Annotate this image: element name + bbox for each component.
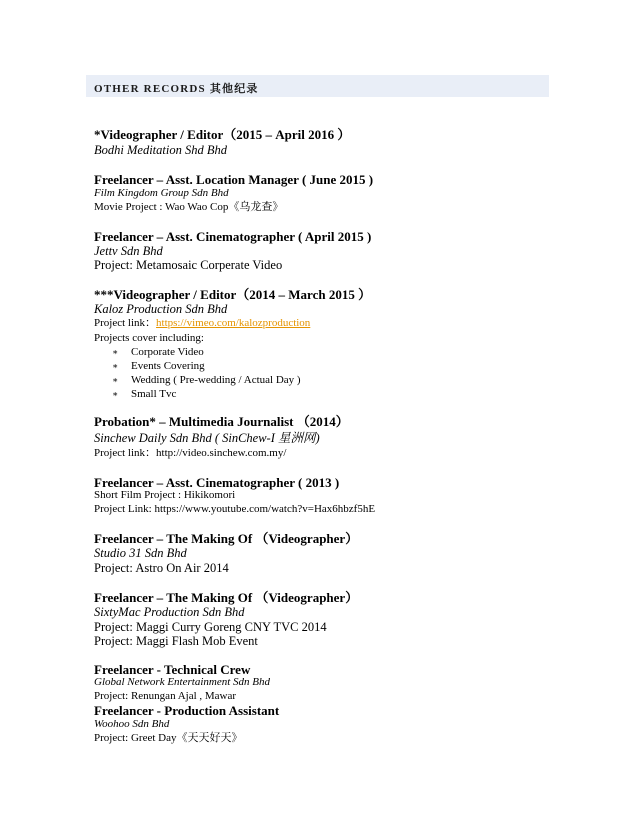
record-company: Film Kingdom Group Sdn Bhd — [94, 187, 229, 199]
record-title: Freelancer – Asst. Cinematographer ( 2013 ) — [94, 475, 340, 490]
project-link-row — [94, 318, 310, 329]
record-detail: Project: Maggi Flash Mob Event — [94, 634, 258, 648]
bullet-icon: ∗ — [112, 375, 119, 385]
bullet-icon: ∗ — [112, 389, 119, 399]
record-detail: Project: Greet Day《天天好天》 — [94, 732, 243, 744]
record-detail: Short Film Project : Hikikomori — [94, 489, 236, 501]
record-title: Freelancer - Production Assistant — [94, 703, 280, 718]
record-company: Sinchew Daily Sdn Bhd ( SinChew-I 星洲网) — [94, 431, 320, 445]
record-title: Probation* – Multimedia Journalist （2014） — [94, 414, 349, 429]
record-detail: Project link：http://video.sinchew.com.my/ — [94, 447, 287, 459]
section-header — [86, 75, 549, 97]
bullet-item: Events Covering — [131, 360, 205, 372]
record-detail: Project: Maggi Curry Goreng CNY TVC 2014 — [94, 620, 327, 634]
record-title: Freelancer – Asst. Cinematographer ( April 2015 ) — [94, 229, 372, 244]
bullet-icon: ∗ — [112, 347, 119, 357]
record-title: Freelancer – The Making Of （Videographer） — [94, 531, 359, 546]
record-title: Freelancer – The Making Of （Videographer） — [94, 590, 359, 605]
record-detail: Project: Metamosaic Corperate Video — [94, 258, 283, 272]
record-company: Jettv Sdn Bhd — [94, 244, 163, 258]
bullet-item: Corporate Video — [131, 346, 204, 358]
bullet-item: Wedding ( Pre-wedding / Actual Day ) — [131, 374, 301, 386]
record-title: *Videographer / Editor（2015 – April 2016 ） — [94, 127, 351, 142]
record-company: Global Network Entertainment Sdn Bhd — [94, 676, 270, 688]
record-company: Bodhi Meditation Shd Bhd — [94, 143, 227, 157]
record-detail: Project Link: https://www.youtube.com/watch?v=Hax6hbzf5hE — [94, 503, 376, 515]
bullet-item: Small Tvc — [131, 388, 177, 400]
record-company: Woohoo Sdn Bhd — [94, 718, 170, 730]
record-title: Freelancer – Asst. Location Manager ( June 2015 ) — [94, 172, 374, 187]
project-link[interactable]: https://vimeo.com/kalozproduction — [156, 317, 311, 329]
record-company: Studio 31 Sdn Bhd — [94, 546, 187, 560]
record-company: SixtyMac Production Sdn Bhd — [94, 605, 245, 619]
record-title: ***Videographer / Editor（2014 – March 2015 ） — [94, 287, 372, 302]
projects-cover-label: Projects cover including: — [94, 332, 204, 344]
project-link-label: Project link： — [94, 317, 157, 329]
record-detail: Movie Project : Wao Wao Cop《乌龙查》 — [94, 201, 284, 213]
record-title: Freelancer - Technical Crew — [94, 662, 251, 677]
record-detail: Project: Renungan Ajal , Mawar — [94, 690, 237, 702]
record-company: Kaloz Production Sdn Bhd — [94, 302, 228, 316]
section-title: OTHER RECORDS 其他纪录 — [94, 83, 259, 95]
bullet-icon: ∗ — [112, 361, 119, 371]
record-detail: Project: Astro On Air 2014 — [94, 561, 229, 575]
